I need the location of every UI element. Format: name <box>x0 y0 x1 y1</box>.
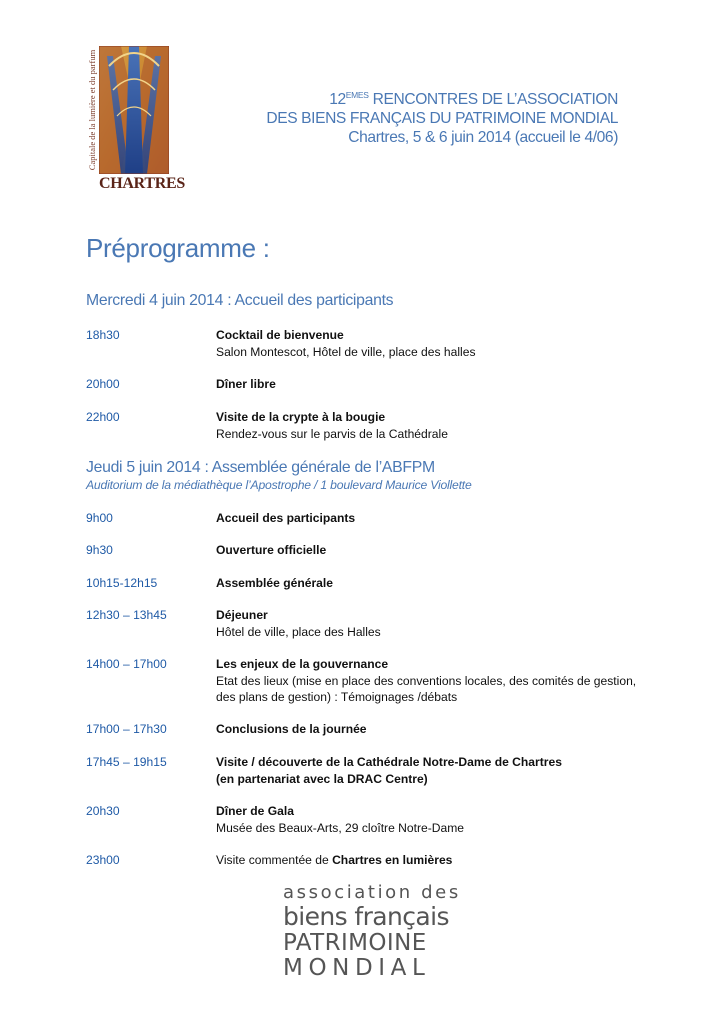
item-time: 14h00 – 17h00 <box>86 657 167 671</box>
item-details: Rendez-vous sur le parvis de la Cathédrale <box>216 426 448 441</box>
item-time: 23h00 <box>86 853 120 867</box>
item-title: Les enjeux de la gouvernance <box>216 657 389 671</box>
item-time: 9h30 <box>86 543 113 557</box>
item-title: Déjeuner <box>216 608 268 622</box>
item-time: 18h30 <box>86 328 120 342</box>
item-details: Etat des lieux (mise en place des conventions locales, des comités de gestion, des plans de gestion) : Témoignages /débats <box>216 673 637 704</box>
chartres-logo <box>86 46 185 198</box>
header-line-1: 12EMES RENCONTRES DE L’ASSOCIATION <box>329 90 618 108</box>
abfpm-logo <box>283 882 461 981</box>
cathedral-window-icon <box>99 46 169 174</box>
day2-heading: Jeudi 5 juin 2014 : Assemblée générale de l’ABFPM <box>86 459 435 476</box>
item-title: Ouverture officielle <box>216 543 327 557</box>
item-title-partner: (en partenariat avec la DRAC Centre) <box>216 771 428 786</box>
item-time: 12h30 – 13h45 <box>86 608 167 622</box>
item-time: 22h00 <box>86 410 120 424</box>
item-details: Visite commentée de Chartres en lumières <box>216 853 453 867</box>
item-time: 17h00 – 17h30 <box>86 722 167 736</box>
footer-logo-line-1: association des <box>283 882 461 903</box>
item-title: Conclusions de la journée <box>216 722 367 736</box>
page-title: Préprogramme : <box>86 233 270 263</box>
item-title: Assemblée générale <box>216 576 333 590</box>
day1-heading: Mercredi 4 juin 2014 : Accueil des participants <box>86 292 394 309</box>
logo-wordmark: CHARTRES <box>99 175 185 192</box>
header-line-3: Chartres, 5 & 6 juin 2014 (accueil le 4/06) <box>348 129 618 146</box>
item-title: Dîner libre <box>216 377 276 391</box>
event-header <box>190 86 618 147</box>
header-line-2: DES BIENS FRANÇAIS DU PATRIMOINE MONDIAL <box>266 110 618 127</box>
item-details: Musée des Beaux-Arts, 29 cloître Notre-Dame <box>216 820 465 835</box>
item-details: Salon Montescot, Hôtel de ville, place des halles <box>216 344 476 359</box>
item-details: Hôtel de ville, place des Halles <box>216 624 381 639</box>
item-time: 17h45 – 19h15 <box>86 755 167 769</box>
item-title: Dîner de Gala <box>216 804 294 818</box>
item-title: Cocktail de bienvenue <box>216 328 344 342</box>
item-time: 10h15-12h15 <box>86 576 158 590</box>
item-title: Accueil des participants <box>216 511 356 525</box>
day2-venue: Auditorium de la médiathèque l’Apostrophe / 1 boulevard Maurice Viollette <box>86 478 472 492</box>
item-time: 20h30 <box>86 804 120 818</box>
logo-tagline: Capitale de la lumière et du parfum <box>87 49 97 171</box>
item-title: Visite / découverte de la Cathédrale Notre-Dame de Chartres <box>216 755 562 769</box>
footer-logo-line-2: biens français <box>283 902 449 931</box>
item-title: Visite de la crypte à la bougie <box>216 410 386 424</box>
item-time: 20h00 <box>86 377 120 391</box>
footer-logo-line-3: PATRIMOINE <box>283 930 427 956</box>
item-time: 9h00 <box>86 511 113 525</box>
footer-logo-line-4: MONDIAL <box>283 955 431 981</box>
